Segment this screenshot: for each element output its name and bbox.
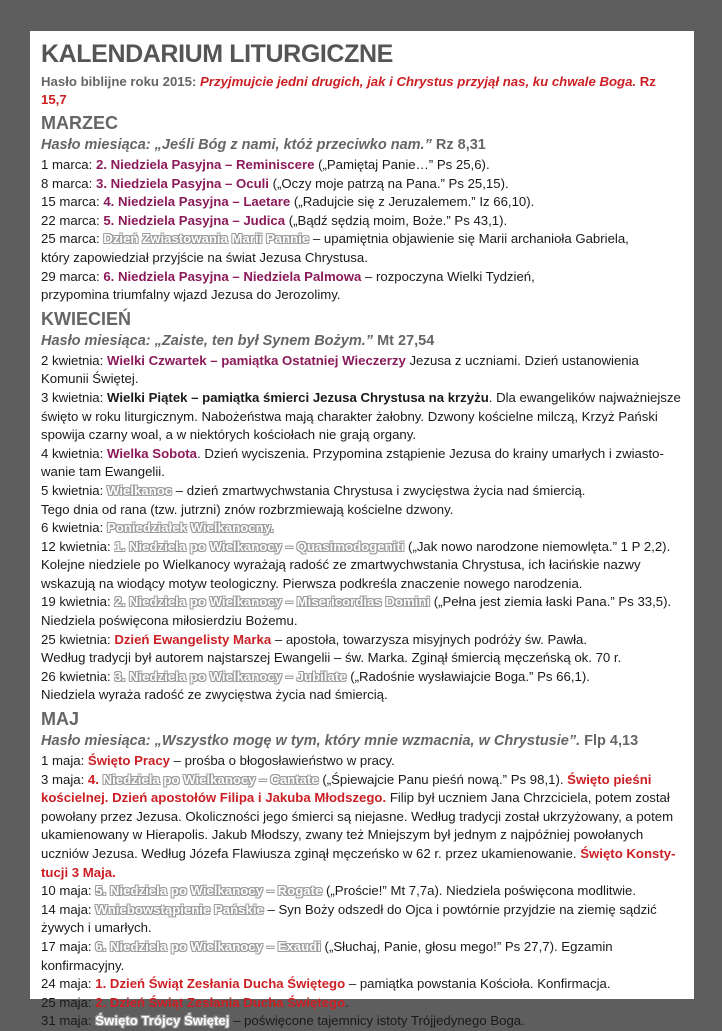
page-title: KALENDARIUM LITURGICZNE	[41, 40, 393, 68]
entry-march-25: 25 marca: Dzień Zwiastowania Marii Pannie – upamiętnia objawienie się Marii archanioła Gabriela, który zapowiedział przyjście na świat Jezusa Chrystusa.	[41, 231, 629, 265]
entry-april-2: 2 kwietnia: Wielki Czwartek – pamiątka Ostatniej Wieczerzy Jezusa z uczniami. Dzień ustanowienia Komunii Świętej.	[41, 352, 639, 387]
month-title-march: MARZEC	[41, 113, 118, 133]
entry-march-1: 1 marca: 2. Niedziela Pasyjna – Reminiscere („Pamiętaj Panie…” Ps 25,6).	[41, 157, 490, 172]
month-title-april: KWIECIEŃ	[41, 308, 131, 329]
entry-may-14: 14 maja: Wniebowstąpienie Pańskie – Syn Boży odszedł do Ojca i powtórnie przyjdzie na ziemię sądzić żywych i umarłych.	[41, 901, 657, 936]
entry-may-10: 10 maja: 5. Niedziela po Wielkanocy – Rogate („Proście!” Mt 7,7a). Niedziela poświęcona modlitwie.	[41, 883, 637, 899]
entry-april-12: 12 kwietnia: 1. Niedziela po Wielkanocy – Quasimodogeniti („Jak nowo narodzone niemowlęta.” 1 P 2,2). Kolejne niedziele po Wielkanocy wyrażają radość ze zmartwychwstania Chrystusa, ich łacińskie nazwy wskazują na wiodący motyw teologiczny. Pierwsza podkreśla znaczenie nowego narodzenia.	[41, 538, 671, 591]
entry-may-31: 31 maja: Święto Trójcy Świętej – poświęcone tajemnicy istoty Trójjedynego Boga.	[41, 1013, 525, 1029]
entry-march-8: 8 marca: 3. Niedziela Pasyjna – Oculi („Oczy moje patrzą na Pana.” Ps 25,15).	[41, 175, 509, 191]
month-title-may: MAJ	[41, 709, 80, 730]
entry-april-26: 26 kwietnia: 3. Niedziela po Wielkanocy – Jubilate („Radośnie wysławiajcie Boga.” Ps 66,1). Niedziela wyraża radość ze zwycięstwa życia nad śmiercią.	[41, 668, 590, 703]
year-motto: Hasło biblijne roku 2015: Przyjmujcie jedni drugich, jak i Chrystus przyjął nas, ku chwale Boga. Rz 15,7	[41, 74, 656, 107]
entry-march-15: 15 marca: 4. Niedziela Pasyjna – Laetare („Radujcie się z Jeruzalemem.” Iz 66,10).	[41, 194, 535, 210]
entry-may-1: 1 maja: Święto Pracy – prośba o błogosławieństwo w pracy.	[41, 753, 395, 769]
entry-april-25: 25 kwietnia: Dzień Ewangelisty Marka – apostoła, towarzysza misyjnych podróży św. Pawła. Według tradycji był autorem najstarszej Ewangelii – św. Marka. Zginął śmiercią męczeńską ok. 70 r.	[41, 631, 622, 666]
entry-march-29: 29 marca: 6. Niedziela Pasyjna – Niedziela Palmowa – rozpoczyna Wielki Tydzień, przypomina triumfalny wjazd Jezusa do Jerozolimy.	[41, 268, 535, 303]
entry-march-22: 22 marca: 5. Niedziela Pasyjna – Judica („Bądź sędzią moim, Boże.” Ps 43,1).	[41, 212, 508, 228]
entry-april-6: 6 kwietnia: Poniedziałek Wielkanocny.	[41, 520, 274, 536]
entry-april-3: 3 kwietnia: Wielki Piątek – pamiątka śmierci Jezusa Chrystusa na krzyżu. Dla ewangelików najważniejsze święto w roku liturgicznym. Nabożeństwa mają charakter żałobny. Dzwony kościelne milczą, Krzyż Pański spowija czarny woal, a w niektórych kościołach nie grają organy.	[41, 389, 681, 443]
entry-april-19: 19 kwietnia: 2. Niedziela po Wielkanocy – Misericordias Domini („Pełna jest ziemia łaski Pana.” Ps 33,5). Niedziela poświęcona miłosierdziu Bożemu.	[41, 594, 672, 629]
entry-april-4: 4 kwietnia: Wielka Sobota. Dzień wyciszenia. Przypomina zstąpienie Jezusa do krainy umarłych i zwiasto- wanie tam Ewangelii.	[41, 445, 664, 480]
entry-may-3: 3 maja: 4. Niedziela po Wielkanocy – Cantate („Śpiewajcie Panu pieśń nową.” Ps 98,1). Święto pieśni kościelnej. Dzień apostołów Filipa i Jakuba Młodszego. Filip był uczniem Jana Chrzciciela, potem został powołany przez Jezusa. Okoliczności jego śmierci są niejasne. Według tradycji został ukrzyżowany, a potem ukamienowany w Hierapolis. Jakub Młodszy, zwany też Mniejszym był jednym z najpóźniej powołanych uczniów Jezusa. Według Józefa Flawiusza zginął męczeńsko w 62 r. przez ukamienowanie. Święto Konsty- tucji 3 Maja.	[41, 771, 676, 880]
entry-april-5: 5 kwietnia: Wielkanoc – dzień zmartwychwstania Chrystusa i zwycięstwa życia nad śmiercią. Tego dnia od rana (tzw. jutrzni) znów rozbrzmiewają kościelne dzwony.	[41, 482, 586, 517]
entry-may-17: 17 maja: 6. Niedziela po Wielkanocy – Exaudi („Słuchaj, Panie, głosu mego!” Ps 27,7). Egzamin konfirmacyjny.	[41, 938, 613, 973]
calendar-page	[30, 31, 694, 1029]
month-motto-may: Hasło miesiąca: „Wszystko mogę w tym, który mnie wzmacnia, w Chrystusie”. Flp 4,13	[41, 733, 639, 750]
month-motto-march: Hasło miesiąca: „Jeśli Bóg z nami, któż przeciwko nam.” Rz 8,31	[41, 137, 486, 153]
entry-may-24: 24 maja: 1. Dzień Świąt Zesłania Ducha Świętego – pamiątka powstania Kościoła. Konfirmacja.	[41, 976, 611, 992]
month-motto-april: Hasło miesiąca: „Zaiste, ten był Synem Bożym.” Mt 27,54	[41, 332, 435, 349]
entry-may-25: 25 maja: 2. Dzień Świąt Zesłania Ducha Świętego.	[41, 994, 349, 1010]
